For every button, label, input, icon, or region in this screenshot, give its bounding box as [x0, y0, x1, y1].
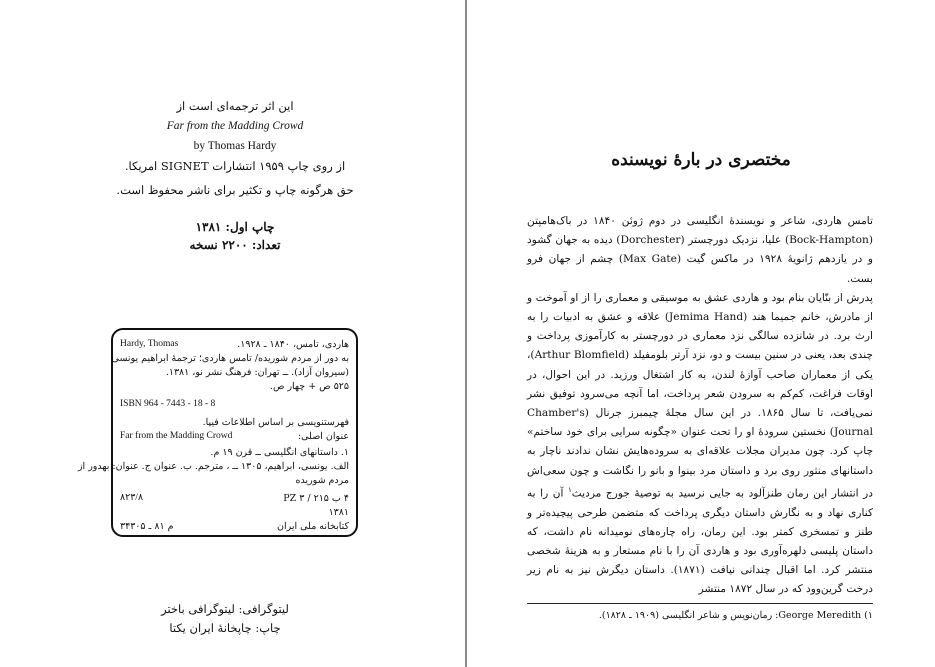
copyright-block [80, 96, 390, 176]
chapter-title: مختصری در بارهٔ نویسنده [611, 150, 791, 170]
printer: چاپ: چاپخانهٔ ایران یکتا [169, 621, 281, 635]
cip-title-line2: (سیروان آزاد). ــ تهران: فرهنگ نشر نو، ۱۳۸۱. [165, 367, 349, 378]
printing-info [60, 600, 390, 638]
cip-record-box [77, 328, 358, 537]
cip-library-number: م ۸۱ ـ ۳۴۳۰۵ [120, 521, 174, 532]
footnote-divider [527, 603, 873, 604]
cip-original-title: Far from the Madding Crowd [120, 431, 233, 441]
footnote: ۱) George Meredith: رمان‌نویس و شاعر انگلیسی (۱۹۰۹ ـ ۱۸۲۸). [598, 610, 873, 621]
cip-isbn: ISBN 964 - 7443 - 18 - 8 [120, 399, 216, 409]
body-text [527, 212, 873, 600]
cip-subject: ۱. داستانهای انگلیسی ــ قرن ۱۹ م. [210, 447, 349, 458]
original-author: by Thomas Hardy [193, 140, 277, 152]
lithography: لیتوگرافی: لیتوگرافی باختر [161, 602, 289, 616]
rights-notice: حق هرگونه چاپ و تکثیر برای ناشر محفوظ است. [116, 183, 354, 197]
print-run: تعداد: ۲۲۰۰ نسخه [189, 238, 281, 252]
footnote-marker: ۱ [568, 485, 572, 494]
cip-author-latin: Hardy, Thomas [120, 339, 179, 349]
cip-year: ۱۳۸۱ [328, 507, 349, 518]
first-print: چاپ اول: ۱۳۸۱ [195, 220, 275, 234]
cip-added-entries-line2: مردم شوریده [295, 475, 349, 486]
cip-pages: ۵۲۵ ص + چهار ص. [269, 381, 349, 392]
cip-class-number: ۸۲۳/۸ [120, 493, 144, 503]
paragraph-1: تامس هاردی، شاعر و نویسندهٔ انگلیسی در دوم ژوئن ۱۸۴۰ در باک‌هامپتن (Bock-Hampton) علیا، نزدیک دورچستر (Dorchester) دیده به جهان گشود و در یازدهم ژانویهٔ ۱۹۲۸ در ماکس گیت (Max Gate) چشم از جهان فرو بست. [527, 215, 873, 285]
cip-author-fa: هاردی، تامس، ۱۸۴۰ ـ ۱۹۲۸. [237, 339, 349, 350]
edition-info [110, 218, 360, 254]
cip-title-line1: به دور از مردم شوریده/ تامس هاردی؛ ترجمهٔ ابراهیم یونسی [111, 353, 349, 364]
cip-fipa: فهرستنویسی بر اساس اطلاعات فیپا. [202, 417, 349, 428]
left-page [0, 0, 465, 667]
translation-note: این اثر ترجمه‌ای است از [176, 99, 294, 113]
paragraph-2-part-2: آن را به کناری نهاد و به نگارش داستان دیگری پرداخت که متضمن طرحی پیچیده‌تر و طنز و تمسخری کمتر بود. این رمان، راه چاره‌های نومیدانه نام داشت، که داستان پلیسی دلهره‌آوری بود و هاردی آن را با نام مستعار و به هزینهٔ شخصی منتشر کرد. اما اقبال چندانی نیافت (۱۸۷۱). داستان دیگرش نیز به نام زیر درخت گرین‌وود که در سال ۱۸۷۲ منتشر [527, 487, 873, 596]
cip-classification: ۴ ب ۲۱۵ / ۳ PZ [283, 493, 349, 504]
cip-original-title-label: عنوان اصلی: [297, 431, 349, 442]
original-book-title: Far from the Madding Crowd [166, 120, 304, 132]
paragraph-2-part-1: پدرش از بنّایان بنام بود و هاردی عشق به موسیقی و معماری را از او آموخت و از مادرش، خانم جمیما هند (Jemima Hand) علاقه و عشق به ادبیات را به ارث برد. در شانزده سالگی نزد معماری در دورچستر به کارآموزی پرداخت و چندی بعد، یعنی در سنین بیست و دو، نزد آرتر بلومفیلد (Arthur Blomfield)، یکی از معماران صاحب آوازهٔ لندن، به کار اشتغال ورزید. در این احوال، در اوقات فراغت، کم‌کم به سرودن شعر پرداخت، اما آنچه می‌سرود توفیق نشر نمی‌یافت، تا سال ۱۸۶۵. در این سال مجلهٔ چیمبرز جرنال (Chamber's Journal) نخستین سرودهٔ او را تحت عنوان «چگونه سرایی برای خود ساختم» چاپ کرد. چون مدیران مجلات علاقه‌ای به سروده‌هایش نشان ندادند ناچار به داستانهای منثور روی برد و داستان مرد بینوا و بانو را نگاشت و چون سعی‌اش در انتشار این رمان طنزآلود به جایی نرسید به توصیهٔ جورج مردیث [527, 291, 873, 500]
paragraph-2 [527, 289, 873, 600]
source-edition: از روی چاپ ۱۹۵۹ انتشارات SIGNET امریکا. [124, 159, 346, 173]
right-page [467, 0, 935, 667]
cip-added-entries-line1: الف. یونسی، ابراهیم، ۱۳۰۵ ــ ، مترجم. ب. عنوان ج. عنوان: بهدور از [77, 461, 349, 472]
cip-library: کتابخانه ملی ایران [276, 521, 349, 532]
